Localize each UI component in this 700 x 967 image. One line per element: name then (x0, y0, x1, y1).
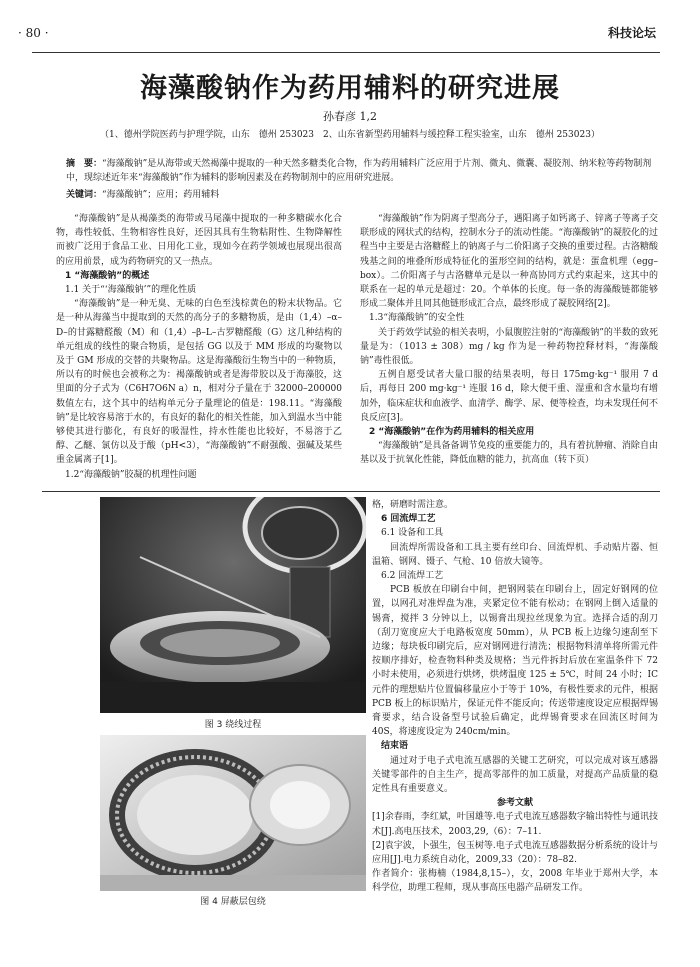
left-column-top (56, 212, 342, 482)
shield-photo-illustration (100, 735, 366, 891)
paragraph: 回流焊所需设备和工具主要有丝印台、回流焊机、手动贴片器、恒温箱、钢网、镊子、气枪、10 倍放大镜等。 (372, 542, 658, 567)
keywords-label: 关键词： (66, 190, 103, 200)
figure-winding-photo (100, 497, 366, 713)
references-heading: 参考文献 (496, 798, 533, 809)
winding-photo-illustration (100, 497, 366, 713)
article-title: 海藻酸钠作为药用辅料的研究进展 (140, 73, 560, 104)
section-heading: 2 “海藻酸钠”在作为药用辅料的相关应用 (369, 427, 535, 438)
subsection-heading: 1.1 关于“‘海藻酸钠’”的理化性质 (65, 285, 197, 296)
figure-4-caption: 图 4 屏蔽层包绕 (200, 897, 266, 907)
section-heading: 结束语 (381, 741, 409, 752)
page-number: · 80 · (18, 26, 49, 40)
header-rule (32, 52, 660, 53)
author-line: 孙春彦 1,2 (323, 110, 377, 123)
paragraph: “海藻酸钠”是一种无臭、无味的白色至浅棕黄色的粉末状物品。它是一种从海藻当中提取到的天然的高分子的多糖物质，是由（1,4）–α–D–的甘露糖醛酸（M）和（1,4）–β–L–古罗糖醛酸（G）这几种结构的单元组成的线性的聚合物质，是包括 GG 以及于 MM 形成的均聚物以及于 GM 形成的交替的共聚物品。这是海藻酸衍生物当中的一种物质，所以有的时候也会被称之为：褐藻酸钠或者是海带胶以及于海藻胶，这里面的分子式为（C6H7O6N a）n，相对分子量在于 32000–200000 数值左右，这个其中的结构单元分子量理论的值是：198.11。“海藻酸钠”是比较容易溶于水的，有良好的黏化的相关性能，加入到温水当中能够使其进行膨化，有良好的吸湿性，持水性能也比较好，不易溶于乙醇、乙醚、氯仿以及于酸（pH<3），“海藻酸钠”不耐强酸、强碱及某些重金属离子[1]。 (56, 299, 342, 466)
section-heading: 6 回流焊工艺 (381, 514, 436, 525)
paragraph: 通过对于电子式电流互感器的关键工艺研究，可以完成对该互感器关键零部件的自主生产，提高零部件的加工质量，对提高产品质量的稳定性具有重要意义。 (372, 755, 658, 795)
journal-name: 科技论坛 (607, 26, 656, 40)
figure-3-caption: 图 3 绕线过程 (204, 720, 262, 730)
paragraph: “海藻酸钠”是具备备调节免疫的重要能力的，具有着抗肿瘤、消除自由基以及于抗氧化性能，降低血糖的能力，抗高血（转下页） (360, 441, 658, 466)
subsection-heading: 1.2“海藻酸钠”胶凝的机理性问题 (65, 469, 197, 480)
paragraph: 关于药效学试验的相关表明，小鼠腹腔注射的“海藻酸钠”的半数的致死量是为：（1013 ± 308）mg / kg 作为是一种药物控释材料，“海藻酸钠”毒性很低。 (360, 327, 658, 367)
reference-item: [1]余春雨，李红斌，叶国雄等.电子式电流互感器数字输出特性与通讯技术[J].高电压技术，2003,29,（6）：7–11. (372, 812, 658, 837)
affiliation: （1、德州学院医药与护理学院，山东 德州 253023 2、山东省新型药用辅料与缓控释工程实验室，山东 德州 253023） (100, 130, 600, 140)
paragraph: 格，研磨时需注意。 (372, 500, 454, 510)
paragraph: “海藻酸钠”作为阴离子型高分子，遇阳离子如钙离子、锌离子等离子交联形成的网状式的结构，控制水分子的流动性能。“海藻酸钠”的凝胶化的过程当中主要是古洛糖醛上的钠离子与二价阳离子交换的重要过程。古洛糖酸残基之间的堆叠所形成特征化的蛋形空间的结构，就是：蛋盒机理（egg–box）。二价阳离子与古洛糖单元是以一种高协同方式约束起来，这其中的联系在一起的单元是超过：20。个单体的长度。每一条的海藻酸链都能够形成二聚体并且同其他链形成汇合点，最终形成了凝胶网络[2]。 (360, 214, 658, 310)
keywords (66, 187, 658, 200)
abstract-text: “海藻酸钠”是从海带或天然褐藻中提取的一种天然多糖类化合物，作为药用辅料广泛应用于片剂、微丸、微囊、凝胶剂、纳米粒等药物制剂中，现综述近年来“海藻酸钠”作为辅料的影响因素及在药物制剂中的应用研究进展。 (66, 159, 652, 183)
right-column-top (360, 212, 658, 468)
abstract (66, 157, 658, 185)
keywords-text: “海藻酸钠”；应用；药用辅料 (102, 190, 220, 200)
section-heading: 1 “海藻酸钠”的概述 (65, 270, 150, 281)
right-column-bottom (372, 498, 658, 896)
paragraph: “海藻酸钠”是从褐藻类的海带或马尾藻中提取的一种多糖碳水化合物，毒性较低、生物相容性良好，还因其具有生物粘附性、生物降解性而被广泛用于食品工业、日用化工业，现如今在药学领域也展现出很高的应用前景，成为药物研究的又一热点。 (56, 214, 342, 267)
paragraph: PCB 板放在印刷台中间，把钢网装在印刷台上，固定好钢网的位置，以网孔对准焊盘为准，夹紧定位不能有松动；在钢网上倒入适量的锡膏，搅拌 3 分钟以上，以锡膏出现拉丝现象为宜。选择合适的刮刀（刮刀宽度应大于电路板宽度 50mm），从 PCB 板上边缘匀速刮至下边缘；每块板印刷完后，应对钢网进行清洗；根据物料清单将所需元件按顺序排好，检查物料种类及规格；当元件拆封后放在室温条件下 72 小时未使用，必须进行烘烤，烘烤温度 125 ± 5℃，时间 24 小时；IC 元件的理想贴片位置偏移量应小于等于 10%，有极性要求的元件，根据 PCB 板上的标识贴片，保证元件不能反向；传送带速度设定应根据焊锡膏要求，结合设备型号试验后确定，此焊锡膏要求在回流区时间为 40S，将速度设定为 240cm/min。 (372, 585, 658, 738)
subsection-heading: 6.2 回流焊工艺 (381, 571, 444, 582)
abstract-label: 摘 要： (66, 159, 103, 169)
figure-shield-photo (100, 735, 366, 891)
subsection-heading: 6.1 设备和工具 (381, 528, 444, 539)
reference-item: 作者简介：张梅楠（1984,8,15–），女，2008 年毕业于郑州大学，本科学位，助理工程师，现从事高压电器产品研发工作。 (372, 869, 658, 894)
subsection-heading: 1.3“海藻酸钠”的安全性 (369, 313, 465, 324)
section-separator (42, 491, 660, 492)
paragraph: 五例自愿受试者大量口服的结果表明，每日 175mg·kg⁻¹ 服用 7 d 后，再每日 200 mg·kg⁻¹ 连服 16 d，除大便干重、湿重和含水量均有增加外，临床症状和血液学、血清学、酶学、尿、便等检查，均未发现任何不良反应[3]。 (360, 370, 658, 423)
reference-item: [2]袁宇波，卜强生，包玉树等.电子式电流互感器数据分析系统的设计与应用[J].电力系统自动化，2009,33（20）：78–82. (372, 840, 658, 866)
